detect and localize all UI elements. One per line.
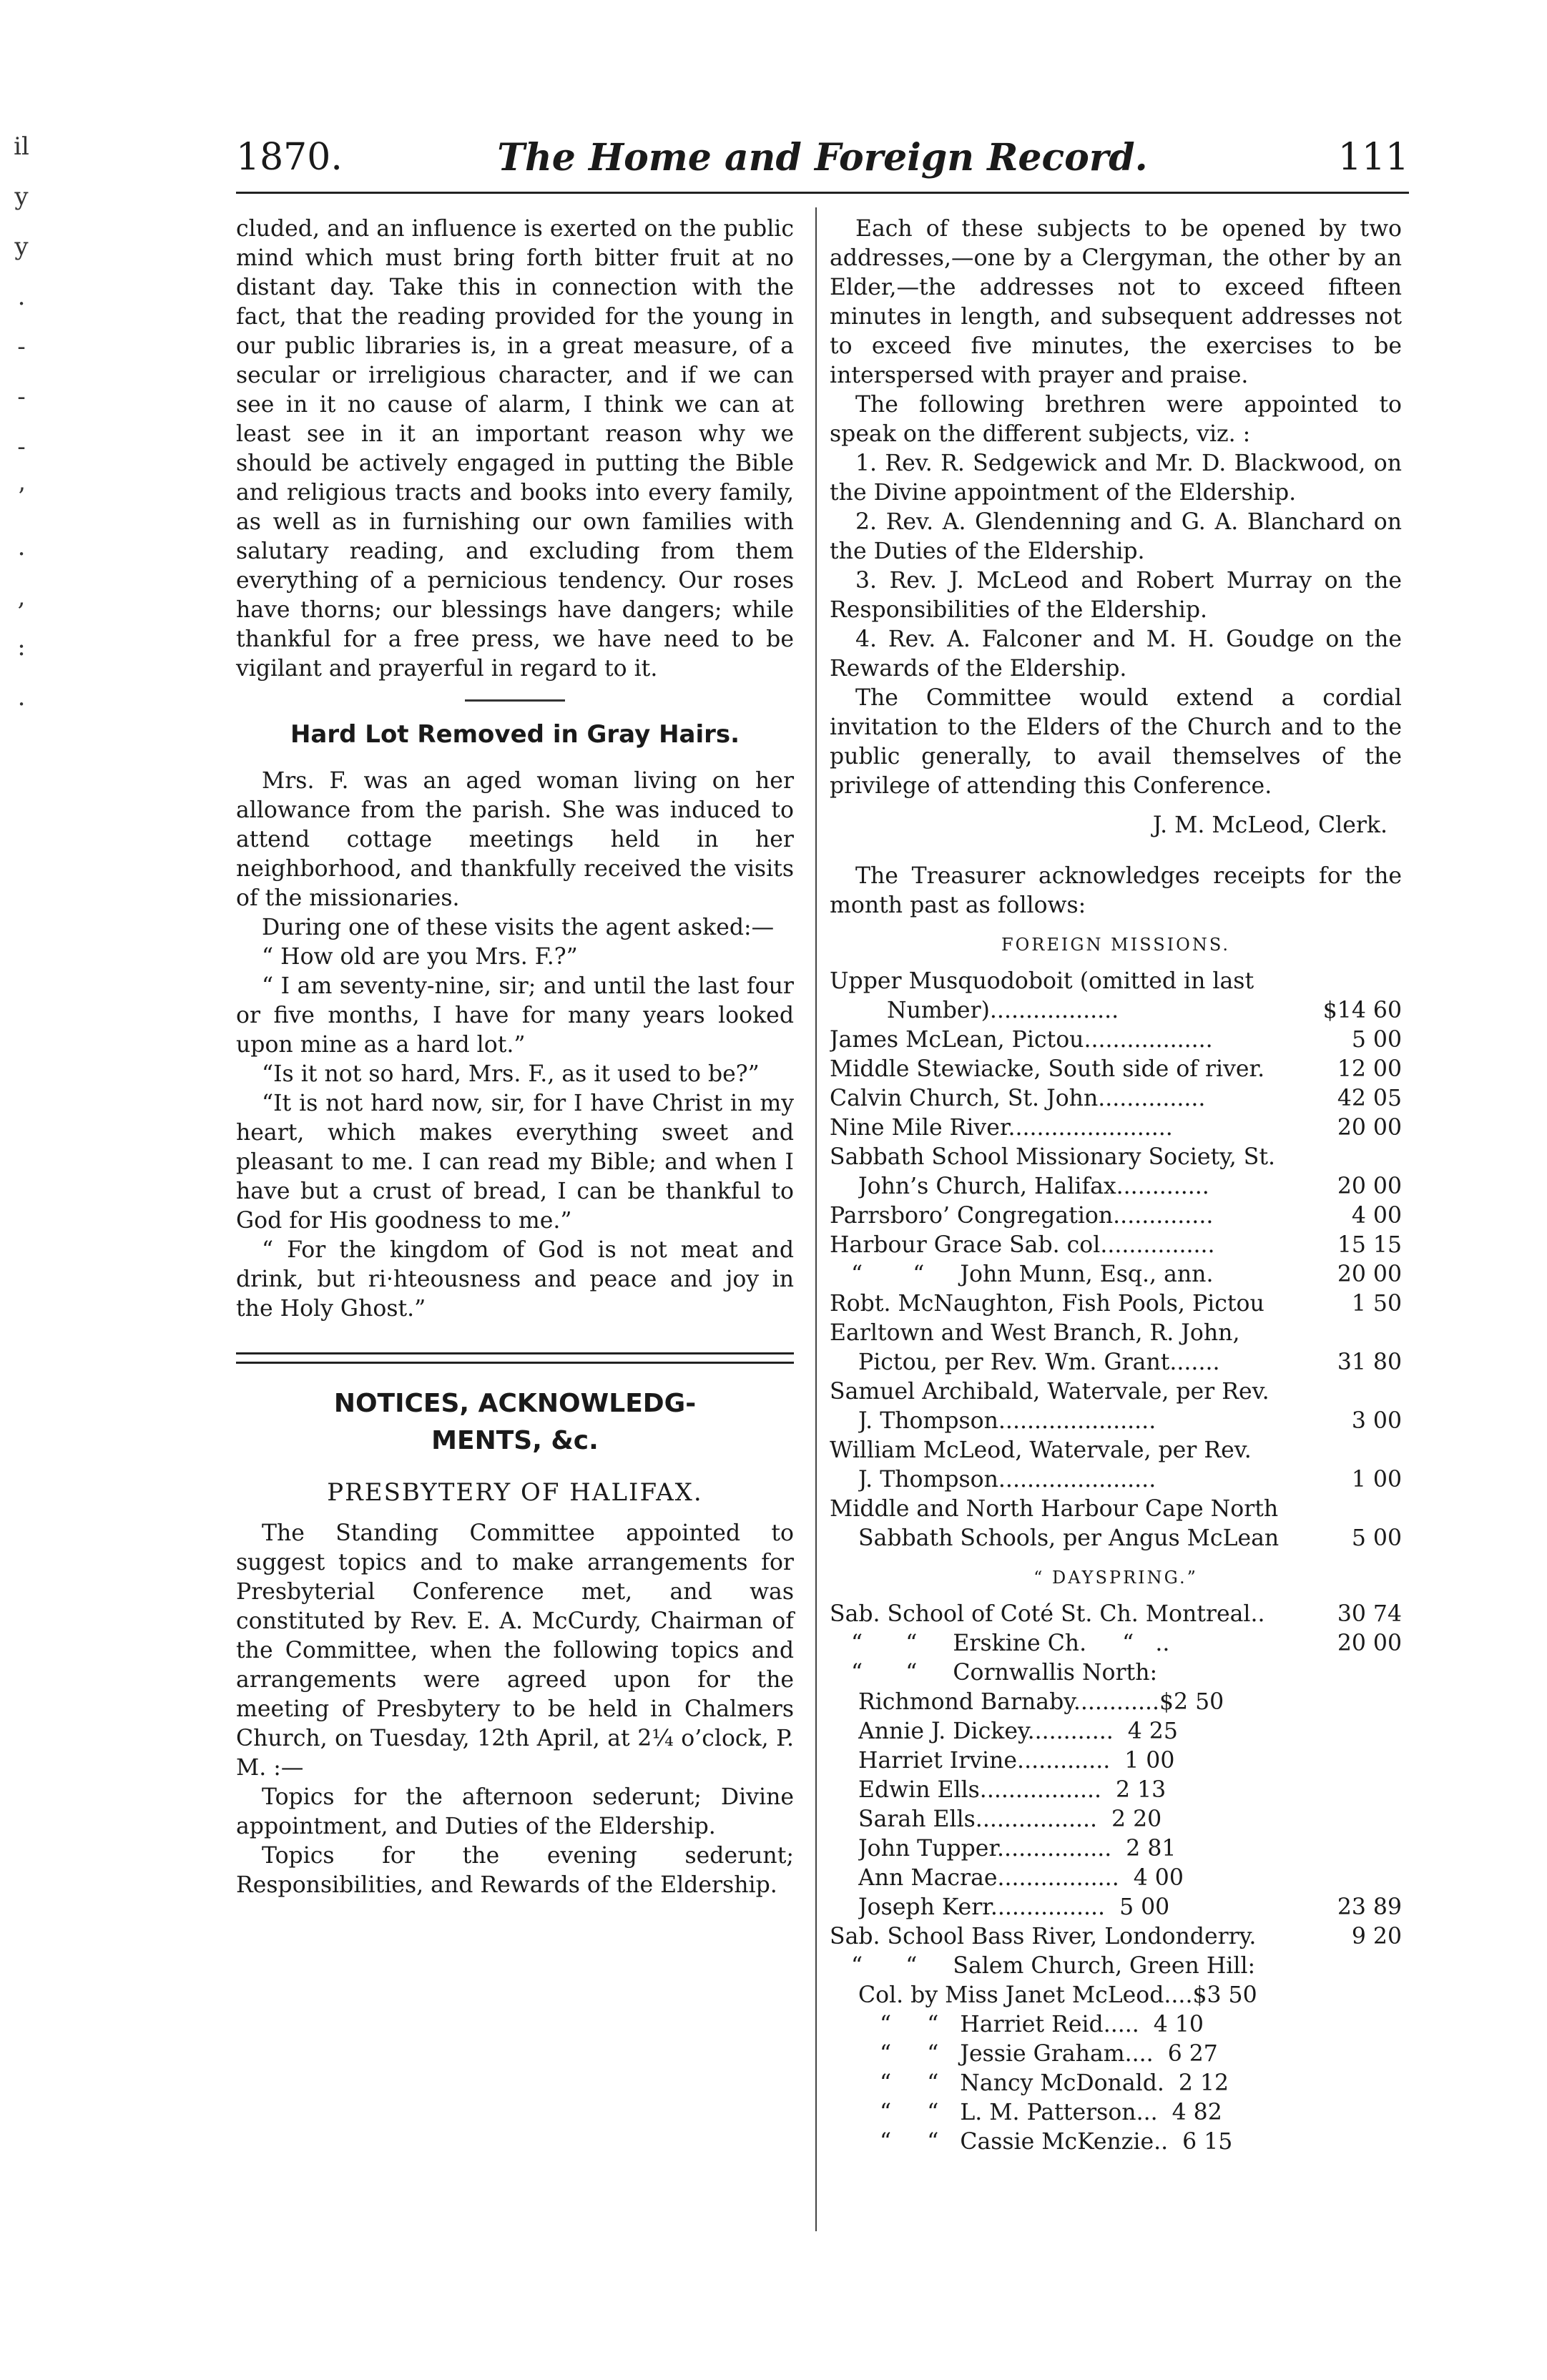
ledger-entry — [830, 1717, 1402, 1746]
ledger-entry-amount — [1396, 2098, 1402, 2128]
ledger-entry — [830, 1629, 1402, 1658]
ledger-entry — [830, 1260, 1402, 1289]
gutter-mark: : — [17, 633, 26, 662]
ledger-entry-name: William McLeod, Watervale, per Rev. — [830, 1437, 1252, 1463]
left-column — [236, 215, 794, 1900]
ledger-entry — [830, 1055, 1402, 1084]
dayspring-heading: “ DAYSPRING.” — [1033, 1568, 1198, 1588]
ledger-entry-name: “ “ Salem Church, Green Hill: — [830, 1953, 1256, 1979]
ledger-entry-amount: 23 89 — [1337, 1894, 1402, 1920]
ledger-entry-amount: 5 00 — [1351, 1525, 1402, 1551]
ledger-entry-amount — [1396, 1377, 1402, 1407]
paragraph: The following brethren were appointed to speak on the different subjects, viz. : — [830, 392, 1402, 447]
notices-heading — [236, 1385, 794, 1460]
ledger-entry-amount — [1396, 1864, 1402, 1893]
gutter-mark: y — [14, 182, 29, 211]
ledger-entry — [830, 1658, 1402, 1688]
ledger-entry-amount — [1396, 1805, 1402, 1834]
ledger-entry-name: Sarah Ells................. 2 20 — [858, 1806, 1162, 1832]
ledger-entry-amount — [1396, 967, 1402, 996]
ledger-entry-name: “ “ Jessie Graham.... 6 27 — [858, 2041, 1218, 2067]
double-rule — [236, 1352, 794, 1364]
ledger-entry — [830, 1805, 1402, 1834]
paragraph: 3. Rev. J. McLeod and Robert Murray on the Responsibilities of the Eldership. — [830, 568, 1402, 623]
ledger-entry-amount: 1 50 — [1351, 1291, 1402, 1317]
paragraph: Topics for the afternoon sederunt; Divine appointment, and Duties of the Eldership. — [236, 1784, 794, 1839]
ledger-entry — [830, 1893, 1402, 1922]
ledger-entry — [830, 1688, 1402, 1717]
ledger-entry-amount — [1396, 1746, 1402, 1776]
ledger-entry — [830, 1026, 1402, 1055]
paragraph: “Is it not so hard, Mrs. F., as it used to be?” — [262, 1061, 760, 1087]
ledger-entry-name: Sabbath School Missionary Society, St. — [830, 1144, 1276, 1170]
header-year: 1870. — [236, 136, 343, 179]
ledger-entry-name: Sab. School Bass River, Londonderry. — [830, 1924, 1257, 1949]
paragraph: “ For the kingdom of God is not meat and drink, but ri·hteousness and peace and joy in the Holy Ghost.” — [236, 1237, 794, 1322]
ledger-entry-amount — [1396, 2069, 1402, 2098]
ledger-entry — [830, 2098, 1402, 2128]
ledger-entry — [830, 1776, 1402, 1805]
ledger-entry — [830, 1864, 1402, 1893]
ledger-entry-amount — [1396, 1143, 1402, 1172]
ledger-entry-name: John Tupper................ 2 81 — [858, 1836, 1177, 1862]
ledger-entry-name: “ “ Nancy McDonald. 2 12 — [858, 2070, 1229, 2096]
paragraph: The Committee would extend a cordial invitation to the Elders of the Church and to the public generally, to avail themselves of the privilege of attending this Conference. — [830, 685, 1402, 799]
ledger-entry — [830, 1231, 1402, 1260]
ledger-entry-name: Earltown and West Branch, R. John, — [830, 1320, 1240, 1346]
article-heading: Hard Lot Removed in Gray Hairs. — [290, 720, 740, 749]
paragraph: During one of these visits the agent asked:— — [262, 915, 775, 940]
ledger-entry-name: Joseph Kerr................ 5 00 — [858, 1894, 1170, 1920]
ledger-entry — [830, 1143, 1402, 1172]
gutter-mark: - — [17, 333, 26, 361]
ledger-entry-amount — [1396, 1495, 1402, 1524]
ledger-entry-name: Richmond Barnaby............$2 50 — [858, 1689, 1224, 1715]
ledger-entry-name: Pictou, per Rev. Wm. Grant....... — [858, 1349, 1220, 1375]
ledger-entry — [830, 2069, 1402, 2098]
paragraph: 4. Rev. A. Falconer and M. H. Goudge on the Rewards of the Eldership. — [830, 626, 1402, 682]
ledger-entry-amount: 20 00 — [1337, 1262, 1402, 1287]
ledger-entry-amount: 4 00 — [1351, 1203, 1402, 1229]
page-gutter-marks — [0, 122, 43, 765]
ledger-entry-name: Sabbath Schools, per Angus McLean — [858, 1525, 1280, 1551]
ledger-entry — [830, 1834, 1402, 1864]
ledger-entry-amount: 20 00 — [1337, 1174, 1402, 1199]
ledger-entry — [830, 1377, 1402, 1407]
paragraph: The Standing Committee appointed to suggest topics and to make arrangements for Presbyterial Conference met, and was constituted by Rev. E. A. McCurdy, Chairman of the Committee, when the following topics and arrangements were agreed upon for the meeting of Presbytery to be held in Chalmers Church, on Tuesday, 12th April, at 2¼ o’clock, P. M. :— — [236, 1520, 794, 1781]
ledger-entry — [830, 1289, 1402, 1319]
ledger-entry — [830, 996, 1402, 1026]
ledger-entry-name: Sab. School of Coté St. Ch. Montreal.. — [830, 1601, 1265, 1627]
gutter-mark: - — [17, 383, 26, 411]
gutter-mark: , — [17, 583, 26, 611]
paragraph: Each of these subjects to be opened by two addresses,—one by a Clergyman, the other by an Elder,—the addresses not to exceed fifteen minutes in length, and subsequent addresses not to exceed five minutes, the exercises to be interspersed with prayer and praise. — [830, 216, 1402, 388]
ledger-entry — [830, 1600, 1402, 1629]
paragraph: Topics for the evening sederunt; Responsibilities, and Rewards of the Eldership. — [236, 1843, 794, 1898]
header-rule — [236, 192, 1409, 194]
ledger-entry — [830, 1922, 1402, 1952]
ledger-entry-name: Calvin Church, St. John............... — [830, 1086, 1206, 1111]
gutter-mark: . — [17, 683, 26, 712]
ledger-entry-amount — [1396, 2128, 1402, 2157]
ledger-entry-name: “ “ Cassie McKenzie.. 6 15 — [858, 2129, 1233, 2155]
signature: J. M. McLeod, Clerk. — [1152, 812, 1388, 838]
ledger-entry — [830, 1981, 1402, 2010]
ledger-entry-name: Col. by Miss Janet McLeod....$3 50 — [858, 1982, 1257, 2008]
ledger-entry — [830, 2040, 1402, 2069]
ledger-entry — [830, 967, 1402, 996]
ledger-entry — [830, 1436, 1402, 1465]
foreign-missions-heading: FOREIGN MISSIONS. — [1001, 935, 1231, 955]
presbytery-heading: PRESBYTERY OF HALIFAX. — [327, 1478, 703, 1507]
ledger-entry-amount: 12 00 — [1337, 1056, 1402, 1082]
paragraph: The Treasurer acknowledges receipts for the month past as follows: — [830, 863, 1402, 918]
ledger-entry-name: Harbour Grace Sab. col................ — [830, 1232, 1215, 1258]
right-column — [830, 215, 1402, 2157]
ledger-entry-amount — [1396, 1776, 1402, 1805]
ledger-entry-name: “ “ Cornwallis North: — [830, 1660, 1158, 1686]
ledger-entry-amount — [1396, 2010, 1402, 2040]
ledger-entry-name: Annie J. Dickey............ 4 25 — [858, 1718, 1178, 1744]
ledger-entry-amount — [1396, 2040, 1402, 2069]
ledger-entry-amount: 3 00 — [1351, 1408, 1402, 1434]
ledger-entry-name: Samuel Archibald, Watervale, per Rev. — [830, 1379, 1269, 1405]
ledger-entry-name: Middle Stewiacke, South side of river. — [830, 1056, 1265, 1082]
ledger-entry-name: “ “ L. M. Patterson... 4 82 — [858, 2100, 1222, 2125]
page-number: 111 — [1337, 136, 1409, 179]
ledger-entry-amount: 1 00 — [1351, 1467, 1402, 1493]
ledger-entry — [830, 1465, 1402, 1495]
paragraph: “ I am seventy-nine, sir; and until the last four or five months, I have for many years looked upon mine as a hard lot.” — [236, 973, 794, 1058]
ledger-entry — [830, 1172, 1402, 1201]
header-title: The Home and Foreign Record. — [497, 136, 1148, 180]
paragraph: “ How old are you Mrs. F.?” — [262, 944, 578, 970]
gutter-mark: - — [17, 433, 26, 461]
ledger-entry — [830, 1201, 1402, 1231]
ledger-entry — [830, 1495, 1402, 1524]
gutter-mark: il — [14, 132, 29, 161]
notices-heading-line-1: NOTICES, ACKNOWLEDG- — [333, 1389, 697, 1418]
ledger-entry-name: Middle and North Harbour Cape North — [830, 1496, 1279, 1522]
ledger-entry — [830, 1084, 1402, 1113]
ledger-entry — [830, 1319, 1402, 1348]
gutter-mark: . — [17, 282, 26, 311]
ledger-entry-name: J. Thompson...................... — [858, 1408, 1156, 1434]
running-header — [236, 136, 1409, 186]
paragraph: “It is not hard now, sir, for I have Christ in my heart, which makes everything sweet and pleasant to me. I can read my Bible; and when I have but a crust of bread, I can be thankful to God for His goodness to me.” — [236, 1091, 794, 1234]
paragraph: 1. Rev. R. Sedgewick and Mr. D. Blackwood, on the Divine appointment of the Eldership. — [830, 451, 1402, 506]
gutter-mark: . — [17, 533, 26, 561]
ledger-entry — [830, 1952, 1402, 1981]
ledger-entry-name: Number).................. — [858, 998, 1119, 1023]
ledger-entry-amount: 31 80 — [1337, 1349, 1402, 1375]
ledger-entry-name: Robt. McNaughton, Fish Pools, Pictou — [830, 1291, 1264, 1317]
paragraph: cluded, and an influence is exerted on the public mind which must bring forth bitter fruit at no distant day. Take this in connection with the fact, that the reading provided for the young in our public libraries is, in a great measure, of a secular or irreligious character, and if we can see in it no cause of alarm, I think we can at least see in it an important reason why we should be actively engaged in putting the Bible and religious tracts and books into every family, as well as in furnishing our own families with salutary reading, and excluding from them everything of a pernicious tendency. Our roses have thorns; our blessings have dangers; while thankful for a free press, we have need to be vigilant and prayerful in regard to it. — [236, 216, 794, 682]
ledger-entry-amount: 5 00 — [1351, 1027, 1402, 1053]
ledger-entry-name: “ “ John Munn, Esq., ann. — [830, 1262, 1214, 1287]
ledger-entry-name: Harriet Irvine............. 1 00 — [858, 1748, 1175, 1774]
ledger-entry — [830, 1407, 1402, 1436]
gutter-mark: y — [14, 232, 29, 261]
ledger-entry-amount: 42 05 — [1337, 1086, 1402, 1111]
section-separator — [465, 699, 565, 702]
ledger-entry-amount — [1396, 1319, 1402, 1348]
paragraph: 2. Rev. A. Glendenning and G. A. Blanchard on the Duties of the Eldership. — [830, 509, 1402, 564]
ledger-entry-name: Ann Macrae................. 4 00 — [858, 1865, 1184, 1891]
dayspring-list — [830, 1600, 1402, 2157]
ledger-entry-name: Edwin Ells................. 2 13 — [858, 1777, 1167, 1803]
ledger-entry-name: Parrsboro’ Congregation.............. — [830, 1203, 1214, 1229]
ledger-entry-name: “ “ Erskine Ch. “ .. — [830, 1631, 1170, 1656]
ledger-entry-amount — [1396, 1688, 1402, 1717]
ledger-entry — [830, 1113, 1402, 1143]
ledger-entry — [830, 1746, 1402, 1776]
ledger-entry-name: Upper Musquodoboit (omitted in last — [830, 968, 1254, 994]
foreign-missions-list — [830, 967, 1402, 1553]
ledger-entry-amount — [1396, 1981, 1402, 2010]
ledger-entry-name: James McLean, Pictou.................. — [830, 1027, 1213, 1053]
gutter-mark: ’ — [17, 483, 26, 511]
ledger-entry — [830, 1348, 1402, 1377]
ledger-entry-amount — [1396, 1952, 1402, 1981]
column-divider — [815, 207, 817, 2231]
notices-heading-line-2: MENTS, &c. — [431, 1426, 599, 1455]
ledger-entry-name: Nine Mile River....................... — [830, 1115, 1173, 1141]
ledger-entry-amount: 30 74 — [1337, 1601, 1402, 1627]
ledger-entry-amount: 9 20 — [1351, 1924, 1402, 1949]
ledger-entry-amount — [1396, 1436, 1402, 1465]
ledger-entry — [830, 2128, 1402, 2157]
ledger-entry-amount: 15 15 — [1337, 1232, 1402, 1258]
ledger-entry-amount — [1396, 1717, 1402, 1746]
ledger-entry-name: John’s Church, Halifax............. — [858, 1174, 1209, 1199]
ledger-entry-name: J. Thompson...................... — [858, 1467, 1156, 1493]
ledger-entry-amount: $14 60 — [1322, 998, 1402, 1023]
ledger-entry-name: “ “ Harriet Reid..... 4 10 — [858, 2012, 1204, 2037]
ledger-entry-amount: 20 00 — [1337, 1115, 1402, 1141]
ledger-entry-amount — [1396, 1834, 1402, 1864]
ledger-entry-amount — [1396, 1658, 1402, 1688]
paragraph: Mrs. F. was an aged woman living on her allowance from the parish. She was induced to attend cottage meetings held in her neighborhood, and thankfully received the visits of the missionaries. — [236, 768, 794, 911]
ledger-entry — [830, 1524, 1402, 1553]
ledger-entry-amount: 20 00 — [1337, 1631, 1402, 1656]
ledger-entry — [830, 2010, 1402, 2040]
